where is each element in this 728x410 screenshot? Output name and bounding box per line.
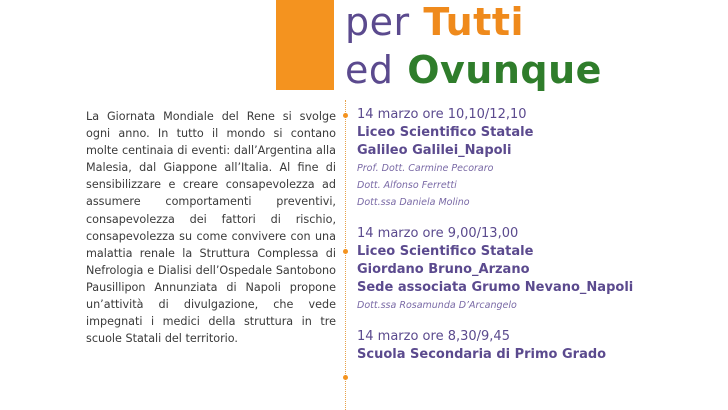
- timeline-dot: [343, 113, 348, 118]
- event-school: Sede associata Grumo Nevano_Napoli: [357, 280, 634, 295]
- event-item: [357, 225, 727, 314]
- title-line-2: [345, 48, 602, 92]
- title-word-ed: ed: [345, 48, 394, 92]
- event-person: Dott.ssa Rosamunda D’Arcangelo: [357, 300, 517, 311]
- intro-paragraph: La Giornata Mondiale del Rene si svolge ogni anno. In tutto il mondo si contano molte centinaia di eventi: dall’Argentina alla Malesia, dal Giappone all’Italia. Al fine di sensibilizzare e creare consapevolezza ad assumere comportamenti preventivi, consapevolezza dei fattori di rischio, consapevolezza su come convivere con una malattia renale la Struttura Complessa di Nefrologia e Dialisi dell’Ospedale Santobono Pausillipon Annunziata di Napoli propone un’attività di divulgazione, che vede impegnati i medici della struttura in tre scuole Statali del territorio.: [86, 110, 336, 346]
- event-school: Liceo Scientifico Statale: [357, 244, 534, 259]
- event-time: 14 marzo ore 10,10/12,10: [357, 107, 527, 122]
- event-school: Liceo Scientifico Statale: [357, 125, 534, 140]
- title-line-1: [345, 0, 524, 44]
- title-word-ovunque: Ovunque: [407, 48, 602, 92]
- events-list: [357, 106, 727, 378]
- timeline-dot: [343, 249, 348, 254]
- event-person: Dott. Alfonso Ferretti: [357, 180, 457, 191]
- event-time: 14 marzo ore 9,00/13,00: [357, 226, 519, 241]
- event-school: Giordano Bruno_Arzano: [357, 262, 530, 277]
- title-word-per: per: [345, 0, 410, 44]
- event-school: Scuola Secondaria di Primo Grado: [357, 347, 607, 362]
- event-person: Prof. Dott. Carmine Pecoraro: [357, 163, 494, 174]
- timeline-divider: [345, 100, 347, 410]
- event-item: [357, 106, 727, 211]
- event-item: [357, 328, 727, 364]
- event-time: 14 marzo ore 8,30/9,45: [357, 329, 510, 344]
- orange-accent-block: [276, 0, 334, 90]
- event-person: Dott.ssa Daniela Molino: [357, 197, 470, 208]
- timeline-dot: [343, 375, 348, 380]
- title-word-tutti: Tutti: [423, 0, 525, 44]
- event-school: Galileo Galilei_Napoli: [357, 143, 512, 158]
